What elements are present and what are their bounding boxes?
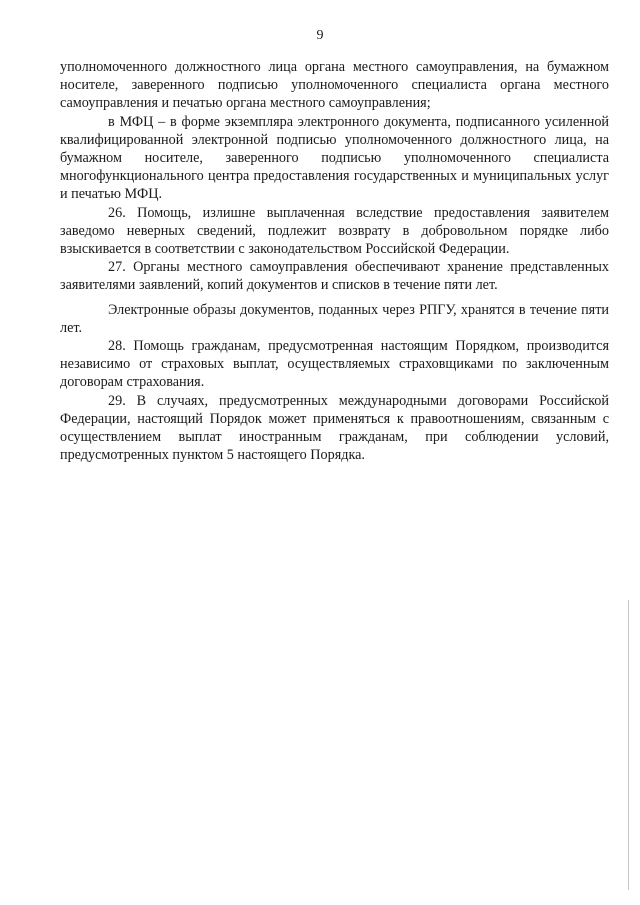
paragraph-mfc: в МФЦ – в форме экземпляра электронного документа, подписанного усиленной квалифицированной электронной подписью уполномоченного должностного лица, на бумажном носителе, заверенного подписью уполномоченного специалиста многофункционального центра предоставления государственных и муниципальных услуг и печатью МФЦ. bbox=[60, 113, 609, 203]
paragraph-electronic-images: Электронные образы документов, поданных через РПГУ, хранятся в течение пяти лет. bbox=[60, 301, 609, 336]
paragraph-26: 26. Помощь, излишне выплаченная вследствие предоставления заявителем заведомо неверных сведений, подлежит возврату в добровольном порядке либо взыскивается в соответствии с законодательством Российской Федерации. bbox=[60, 204, 609, 258]
scan-artifact bbox=[628, 600, 629, 890]
page-number: 9 bbox=[316, 28, 324, 43]
paragraph-continuation: уполномоченного должностного лица органа местного самоуправления, на бумажном носителе, заверенного подписью уполномоченного специалиста органа местного самоуправления и печатью органа местного самоуправления; bbox=[60, 59, 609, 112]
document-body bbox=[60, 58, 609, 464]
paragraph-29: 29. В случаях, предусмотренных международными договорами Российской Федерации, настоящий Порядок может применяться к правоотношениям, связанным с осуществлением выплат иностранным гражданам, при соблюдении условий, предусмотренных пунктом 5 настоящего Порядка. bbox=[60, 392, 609, 464]
paragraph-27: 27. Органы местного самоуправления обеспечивают хранение представленных заявителями заявлений, копий документов и списков в течение пяти лет. bbox=[60, 259, 609, 294]
paragraph-28: 28. Помощь гражданам, предусмотренная настоящим Порядком, производится независимо от страховых выплат, осуществляемых страховщиками по заключенным договорам страхования. bbox=[60, 338, 609, 391]
